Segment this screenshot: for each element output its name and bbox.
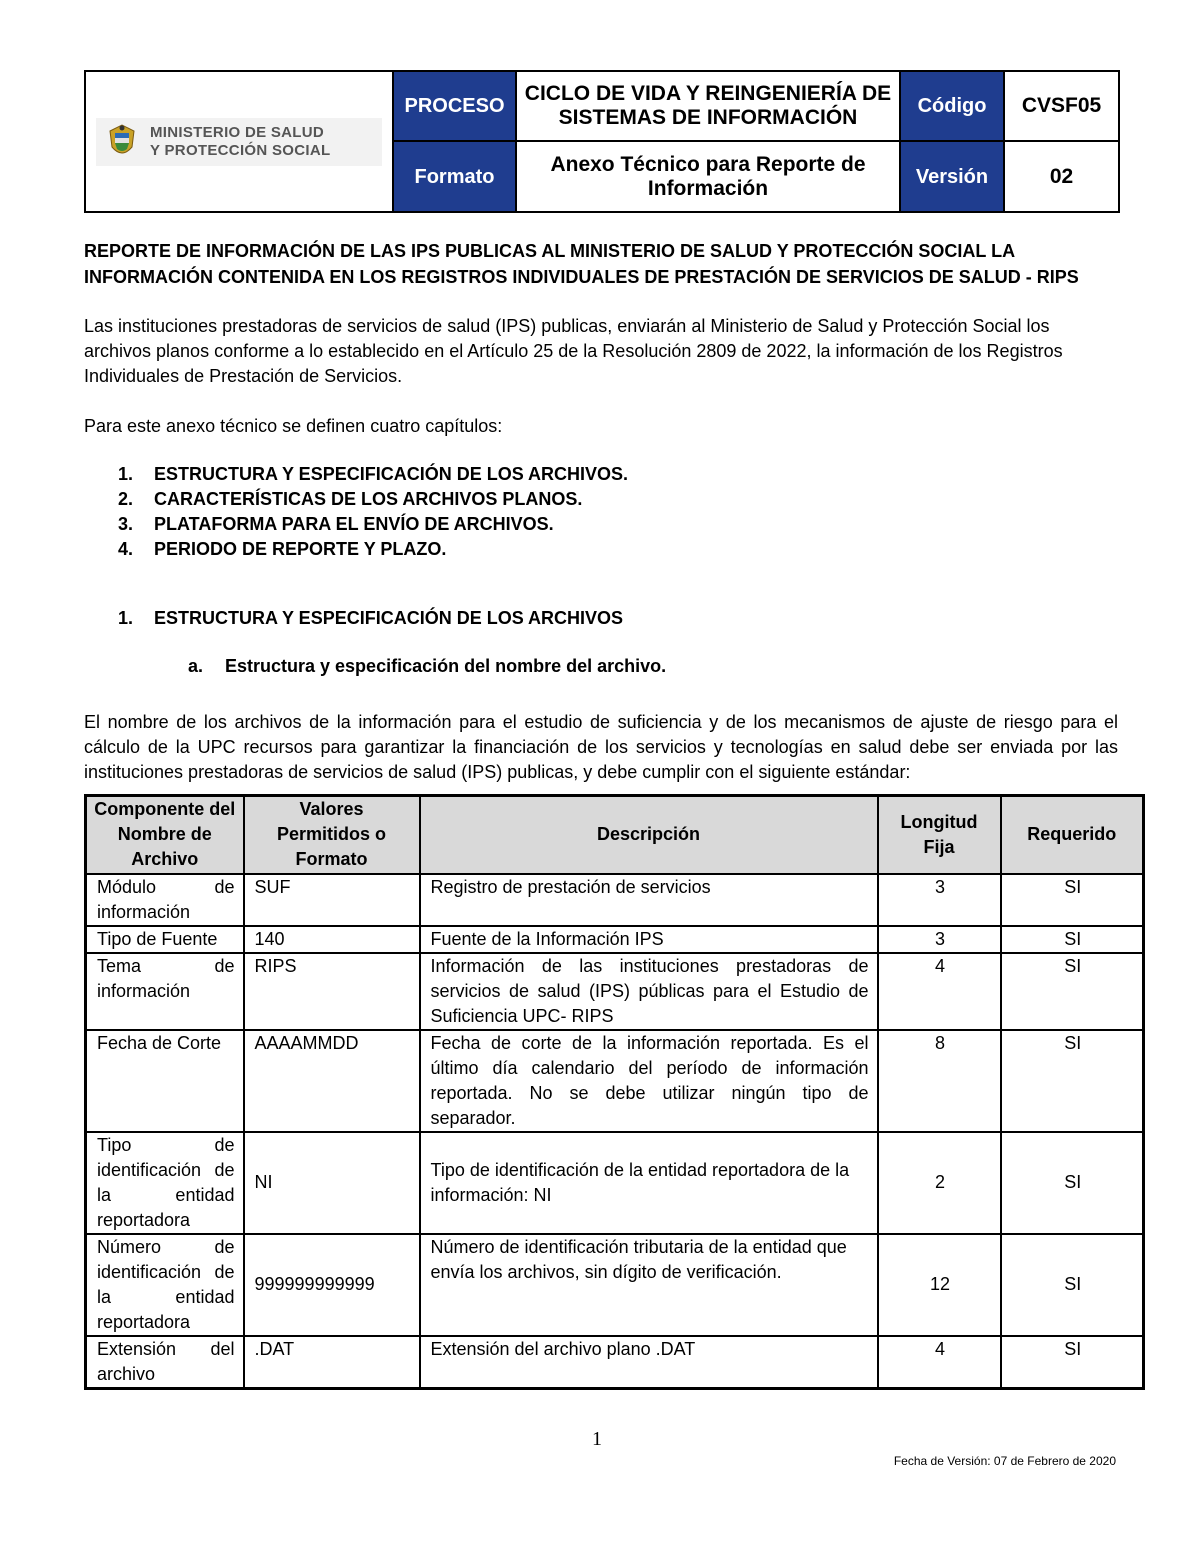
- table-row: [86, 953, 1144, 1030]
- table-row: [86, 1030, 1144, 1132]
- codigo-label: Código: [900, 71, 1004, 141]
- proceso-value: CICLO DE VIDA Y REINGENIERÍA DE SISTEMAS DE INFORMACIÓN: [516, 71, 900, 141]
- table-cell: SI: [1001, 1030, 1144, 1132]
- table-cell: 999999999999: [244, 1234, 420, 1336]
- table-cell: SI: [1001, 953, 1144, 1030]
- table-cell: Fecha de Corte: [86, 1030, 244, 1132]
- table-cell: 8: [878, 1030, 1001, 1132]
- logo-line-1: MINISTERIO DE SALUD: [150, 123, 325, 141]
- page-number: 1: [592, 1428, 602, 1450]
- table-cell: SUF: [244, 874, 420, 926]
- table-cell: Extensión del archivo plano .DAT: [420, 1336, 878, 1389]
- table-cell: NI: [244, 1132, 420, 1234]
- filename-spec-table: [84, 794, 1145, 1390]
- table-cell: 4: [878, 953, 1001, 1030]
- list-item: 1. ESTRUCTURA Y ESPECIFICACIÓN DE LOS ARCHIVOS.: [118, 464, 629, 484]
- column-header: Valores Permitidos o Formato: [244, 796, 420, 874]
- ministry-logo-cell: [85, 71, 393, 212]
- column-header: Descripción: [420, 796, 878, 874]
- table-cell: SI: [1001, 1336, 1144, 1389]
- table-cell: 3: [878, 874, 1001, 926]
- table-row: [86, 874, 1144, 926]
- codigo-value: CVSF05: [1004, 71, 1119, 141]
- table-header-row: [86, 796, 1144, 874]
- table-cell: Tipo de identificación de la entidad reportadora: [86, 1132, 244, 1234]
- table-cell: Módulo de información: [86, 874, 244, 926]
- version-label: Versión: [900, 141, 1004, 212]
- document-title: REPORTE DE INFORMACIÓN DE LAS IPS PUBLICAS AL MINISTERIO DE SALUD Y PROTECCIÓN SOCIAL LA INFORMACIÓN CONTENIDA EN LOS REGISTROS INDIVIDUALES DE PRESTACIÓN DE SERVICIOS DE SALUD - RIPS: [84, 241, 1079, 287]
- chapter-list: [118, 462, 628, 562]
- chapters-intro: Para este anexo técnico se definen cuatro capítulos:: [84, 416, 503, 436]
- list-item: 3. PLATAFORMA PARA EL ENVÍO DE ARCHIVOS.: [118, 514, 554, 534]
- formato-value: Anexo Técnico para Reporte de Información: [516, 141, 900, 212]
- table-cell: Tema de información: [86, 953, 244, 1030]
- table-cell: 3: [878, 926, 1001, 953]
- column-header: Longitud Fija: [878, 796, 1001, 874]
- proceso-label: PROCESO: [393, 71, 516, 141]
- column-header: Requerido: [1001, 796, 1144, 874]
- table-cell: SI: [1001, 874, 1144, 926]
- table-cell: Número de identificación tributaria de la entidad que envía los archivos, sin dígito de verificación.: [420, 1234, 878, 1336]
- colombia-crest-icon: [106, 123, 138, 161]
- ministry-logo: [96, 118, 382, 166]
- table-cell: Extensión del archivo: [86, 1336, 244, 1389]
- table-row: [86, 1234, 1144, 1336]
- table-cell: 140: [244, 926, 420, 953]
- table-cell: SI: [1001, 1234, 1144, 1336]
- table-cell: Tipo de Fuente: [86, 926, 244, 953]
- formato-label: Formato: [393, 141, 516, 212]
- table-cell: Tipo de identificación de la entidad reportadora de la información: NI: [420, 1132, 878, 1234]
- section-body: El nombre de los archivos de la información para el estudio de suficiencia y de los mecanismos de ajuste de riesgo para el cálculo de la UPC recursos para garantizar la financiación de los servicios y tecnologías en salud debe ser enviada por las instituciones prestadoras de servicios de salud (IPS) publicas, y debe cumplir con el siguiente estándar:: [84, 712, 1118, 782]
- table-cell: Fuente de la Información IPS: [420, 926, 878, 953]
- version-value: 02: [1004, 141, 1119, 212]
- table-cell: SI: [1001, 1132, 1144, 1234]
- logo-line-2: Y PROTECCIÓN SOCIAL: [150, 141, 331, 159]
- table-row: [86, 926, 1144, 953]
- document-header-table: [84, 70, 1120, 213]
- table-cell: SI: [1001, 926, 1144, 953]
- table-cell: .DAT: [244, 1336, 420, 1389]
- table-row: [86, 1336, 1144, 1389]
- table-cell: RIPS: [244, 953, 420, 1030]
- subsection-heading: a. Estructura y especificación del nombre del archivo.: [188, 656, 667, 676]
- section-heading: 1. ESTRUCTURA Y ESPECIFICACIÓN DE LOS ARCHIVOS: [118, 608, 624, 628]
- table-cell: Información de las instituciones prestadoras de servicios de salud (IPS) públicas para el Estudio de Suficiencia UPC- RIPS: [420, 953, 878, 1030]
- version-date-footer: Fecha de Versión: 07 de Febrero de 2020: [893, 1454, 1116, 1468]
- table-cell: AAAAMMDD: [244, 1030, 420, 1132]
- column-header: Componente del Nombre de Archivo: [86, 796, 244, 874]
- table-cell: Registro de prestación de servicios: [420, 874, 878, 926]
- list-item: 4. PERIODO DE REPORTE Y PLAZO.: [118, 539, 447, 559]
- table-cell: Número de identificación de la entidad reportadora: [86, 1234, 244, 1336]
- table-cell: Fecha de corte de la información reportada. Es el último día calendario del período de información reportada. No se debe utilizar ningún tipo de separador.: [420, 1030, 878, 1132]
- table-row: [86, 1132, 1144, 1234]
- intro-paragraph: Las instituciones prestadoras de servicios de salud (IPS) publicas, enviarán al Ministerio de Salud y Protección Social los archivos planos conforme a lo establecido en el Artículo 25 de la Resolución 2809 de 2022, la información de los Registros Individuales de Prestación de Servicios.: [84, 316, 1063, 386]
- list-item: 2. CARACTERÍSTICAS DE LOS ARCHIVOS PLANOS.: [118, 489, 583, 509]
- table-cell: 2: [878, 1132, 1001, 1234]
- table-cell: 12: [878, 1234, 1001, 1336]
- table-cell: 4: [878, 1336, 1001, 1389]
